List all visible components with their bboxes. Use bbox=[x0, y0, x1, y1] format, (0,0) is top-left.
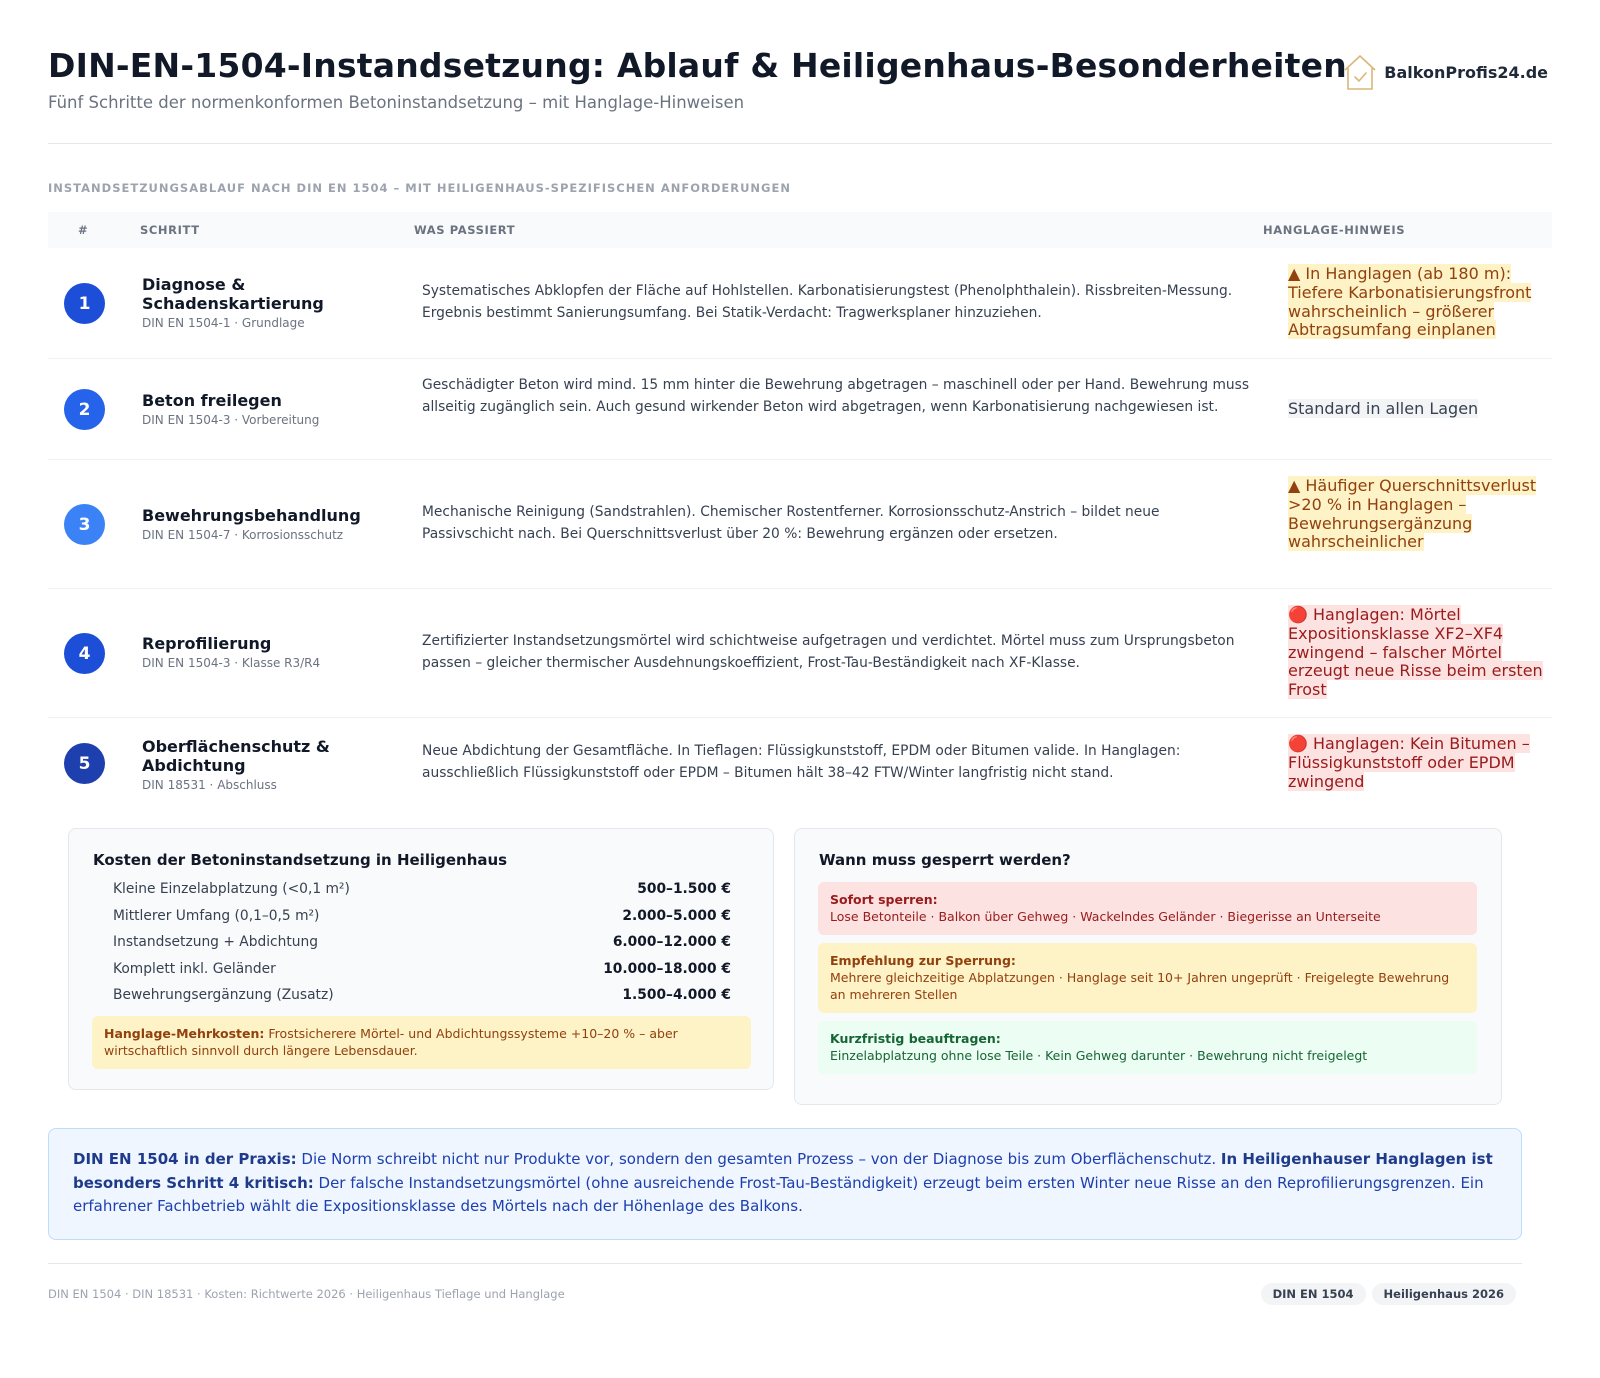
closure-note-title: Sofort sperren: bbox=[830, 892, 938, 907]
header-what: WAS PASSIERT bbox=[414, 223, 516, 237]
step-description: Mechanische Reinigung (Sandstrahlen). Chemischer Rostentferner. Korrosionsschutz-Anstrich – bildet neue Passivschicht nach. Bei Querschnittsverlust über 20 %: Bewehrung ergänzen oder ersetzen. bbox=[422, 504, 1160, 542]
step-title: Diagnose & Schadenskartierung bbox=[142, 275, 324, 313]
hanglage-hint bbox=[1288, 477, 1548, 552]
closure-note-text: Einzelabplatzung ohne lose Teile · Kein Gehweg darunter · Bewehrung nicht freigelegt bbox=[830, 1048, 1368, 1063]
closure-note-title: Empfehlung zur Sperrung: bbox=[830, 953, 1016, 968]
step-title: Bewehrungsbehandlung bbox=[142, 506, 361, 525]
cost-label: Bewehrungsergänzung (Zusatz) bbox=[113, 987, 334, 1003]
costs-note-title: Hanglage-Mehrkosten: bbox=[104, 1026, 265, 1041]
costs-note-text: Frostsicherere Mörtel- und Abdichtungssysteme +10–20 % – aber wirtschaftlich sinnvoll durch längere Lebensdauer. bbox=[104, 1026, 678, 1058]
hint-text: ▲ Häufiger Querschnittsverlust >20 % in Hanglagen – Bewehrungsergänzung wahrscheinlicher bbox=[1288, 476, 1537, 552]
header bbox=[48, 0, 1552, 144]
step-number: 3 bbox=[64, 504, 105, 545]
header-step: SCHRITT bbox=[140, 223, 200, 237]
step-cell bbox=[142, 391, 382, 427]
closure-green-note bbox=[818, 1021, 1477, 1074]
step-norm: DIN EN 1504-3 · Klasse R3/R4 bbox=[142, 656, 321, 670]
logo[interactable] bbox=[1342, 52, 1548, 92]
step-cell bbox=[142, 275, 382, 330]
step-cell bbox=[142, 737, 382, 792]
hint-text: 🔴 Hanglagen: Mörtel Expositionsklasse XF2–XF4 zwingend – falscher Mörtel erzeugt neue Risse beim ersten Frost bbox=[1288, 605, 1543, 700]
costs-box bbox=[68, 828, 774, 1090]
cost-value: 1.500–4.000 € bbox=[622, 987, 731, 1003]
step-norm: DIN EN 1504-1 · Grundlage bbox=[142, 316, 305, 330]
badge-din: DIN EN 1504 bbox=[1261, 1283, 1366, 1305]
practice-text-2: Der falsche Instandsetzungsmörtel (ohne ausreichende Frost-Tau-Beständigkeit) erzeugt beim ersten Winter neue Risse an den Reprofilierungsgrenzen. Ein erfahrener Fachbetrieb wählt die Expositionsklasse des Mörtels nach der Höhenlage des Balkons. bbox=[73, 1173, 1484, 1215]
step-norm: DIN EN 1504-3 · Vorbereitung bbox=[142, 413, 320, 427]
costs-title: Kosten der Betoninstandsetzung in Heiligenhaus bbox=[93, 851, 508, 869]
practice-callout bbox=[48, 1128, 1522, 1240]
cost-row bbox=[113, 961, 731, 981]
closure-note-text: Lose Betonteile · Balkon über Gehweg · Wackelndes Geländer · Biegerisse an Unterseite bbox=[830, 909, 1381, 924]
step-description: Systematisches Abklopfen der Fläche auf Hohlstellen. Karbonatisierungstest (Phenolphthalein). Rissbreiten-Messung. Ergebnis bestimmt Sanierungsumfang. Bei Statik-Verdacht: Tragwerksplaner hinzuziehen. bbox=[422, 283, 1233, 321]
table-body bbox=[48, 248, 1552, 812]
cost-label: Kleine Einzelabplatzung (<0,1 m²) bbox=[113, 881, 350, 897]
badge-heiligenhaus: Heiligenhaus 2026 bbox=[1372, 1283, 1516, 1305]
footer-badges bbox=[1261, 1283, 1516, 1305]
footer bbox=[48, 1263, 1522, 1323]
table-header bbox=[48, 212, 1552, 248]
costs-note bbox=[92, 1016, 751, 1069]
step-norm: DIN 18531 · Abschluss bbox=[142, 778, 277, 792]
hint-text: 🔴 Hanglagen: Kein Bitumen – Flüssigkunststoff oder EPDM zwingend bbox=[1288, 734, 1530, 791]
cost-row bbox=[113, 908, 731, 928]
step-number: 5 bbox=[64, 743, 105, 784]
closure-yellow-note bbox=[818, 943, 1477, 1013]
step-description: Neue Abdichtung der Gesamtfläche. In Tieflagen: Flüssigkunststoff, EPDM oder Bitumen valide. In Hanglagen: ausschließlich Flüssigkunststoff oder EPDM – Bitumen hält 38–42 FTW/Winter langfristig nicht stand. bbox=[422, 743, 1181, 781]
footer-text: DIN EN 1504 · DIN 18531 · Kosten: Richtwerte 2026 · Heiligenhaus Tieflage und Hanglage bbox=[48, 1287, 565, 1301]
cost-row bbox=[113, 987, 731, 1007]
header-num: # bbox=[78, 223, 89, 237]
page-subtitle: Fünf Schritte der normenkonformen Betoninstandsetzung – mit Hanglage-Hinweisen bbox=[48, 93, 745, 112]
table-row bbox=[48, 718, 1552, 812]
logo-text: BalkonProfis24.de bbox=[1384, 62, 1548, 82]
cost-label: Instandsetzung + Abdichtung bbox=[113, 934, 319, 950]
step-number: 1 bbox=[64, 283, 105, 324]
cost-row bbox=[113, 881, 731, 901]
practice-text-1: Die Norm schreibt nicht nur Produkte vor, sondern den gesamten Prozess – von der Diagnose bis zum Oberflächenschutz. bbox=[296, 1150, 1221, 1168]
closure-note-text: Mehrere gleichzeitige Abplatzungen · Hanglage seit 10+ Jahren ungeprüft · Freigelegte Bewehrung an mehreren Stellen bbox=[830, 970, 1450, 1002]
practice-bold-2: In Heiligenhauser Hanglagen ist besonders Schritt 4 kritisch: bbox=[73, 1150, 1493, 1192]
step-title: Beton freilegen bbox=[142, 391, 282, 410]
cost-value: 10.000–18.000 € bbox=[603, 960, 731, 977]
cost-row bbox=[113, 934, 731, 954]
header-hint: HANGLAGE-HINWEIS bbox=[1263, 223, 1406, 237]
step-cell bbox=[142, 506, 382, 542]
closure-title: Wann muss gesperrt werden? bbox=[819, 851, 1071, 869]
step-description: Geschädigter Beton wird mind. 15 mm hinter die Bewehrung abgetragen – maschinell oder per Hand. Bewehrung muss allseitig zugänglich sein. Auch gesund wirkender Beton wird abgetragen, wenn Karbonatisierung nachgewiesen ist. bbox=[422, 377, 1250, 415]
section-label: INSTANDSETZUNGSABLAUF NACH DIN EN 1504 – MIT HEILIGENHAUS-SPEZIFISCHEN ANFORDERUNGEN bbox=[48, 181, 791, 195]
hanglage-hint bbox=[1288, 400, 1548, 419]
step-cell bbox=[142, 634, 382, 670]
hint-text: Standard in allen Lagen bbox=[1288, 399, 1479, 418]
step-norm: DIN EN 1504-7 · Korrosionsschutz bbox=[142, 528, 344, 542]
hanglage-hint bbox=[1288, 265, 1548, 340]
step-number: 2 bbox=[64, 389, 105, 430]
step-number: 4 bbox=[64, 633, 105, 674]
hint-text: ▲ In Hanglagen (ab 180 m): Tiefere Karbonatisierungsfront wahrscheinlich – größerer Abtragsumfang einplanen bbox=[1288, 264, 1532, 340]
hanglage-hint bbox=[1288, 735, 1548, 791]
process-table bbox=[48, 212, 1552, 812]
page bbox=[48, 0, 1552, 1301]
closure-red-note bbox=[818, 882, 1477, 935]
table-row bbox=[48, 359, 1552, 460]
step-description: Zertifizierter Instandsetzungsmörtel wird schichtweise aufgetragen und verdichtet. Mörtel muss zum Ursprungsbeton passen – gleicher thermischer Ausdehnungskoeffizient, Frost-Tau-Beständigkeit nach XF-Klasse. bbox=[422, 633, 1235, 671]
table-row bbox=[48, 460, 1552, 589]
step-title: Oberflächenschutz & Abdichtung bbox=[142, 737, 330, 775]
table-row bbox=[48, 248, 1552, 359]
cost-value: 2.000–5.000 € bbox=[622, 907, 731, 924]
page-title: DIN-EN-1504-Instandsetzung: Ablauf & Heiligenhaus-Besonderheiten bbox=[48, 46, 1347, 85]
cost-value: 500–1.500 € bbox=[637, 881, 731, 897]
cost-value: 6.000–12.000 € bbox=[612, 934, 731, 950]
house-check-icon bbox=[1342, 52, 1378, 92]
cost-label: Mittlerer Umfang (0,1–0,5 m²) bbox=[113, 907, 320, 924]
step-title: Reprofilierung bbox=[142, 634, 272, 653]
cost-label: Komplett inkl. Geländer bbox=[113, 960, 276, 977]
closure-box bbox=[794, 828, 1502, 1105]
closure-note-title: Kurzfristig beauftragen: bbox=[830, 1031, 1001, 1046]
practice-bold-1: DIN EN 1504 in der Praxis: bbox=[73, 1150, 297, 1168]
table-row bbox=[48, 589, 1552, 718]
hanglage-hint bbox=[1288, 606, 1548, 700]
